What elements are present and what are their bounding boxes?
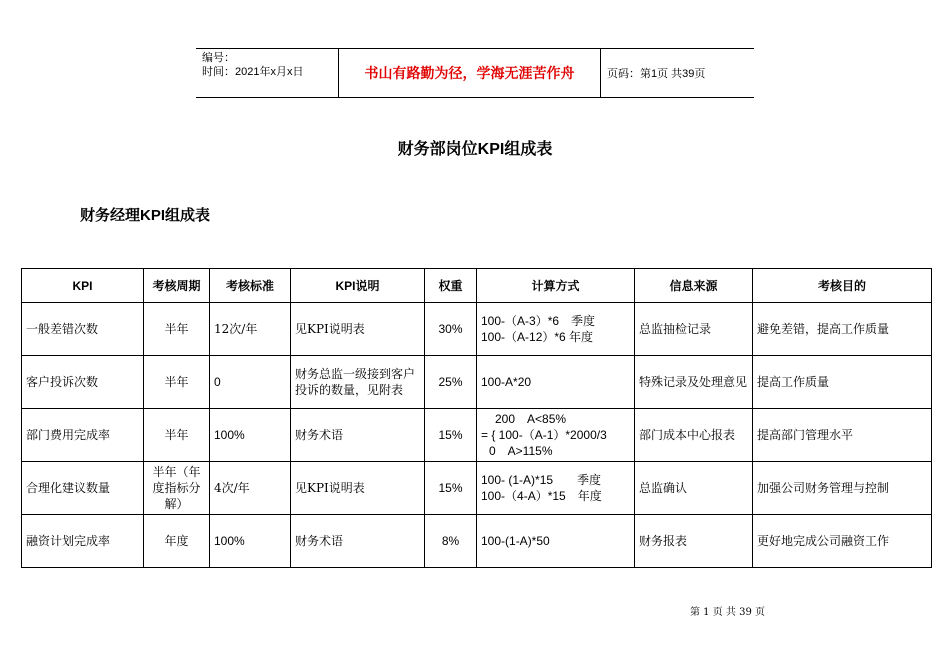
source-cell: 特殊记录及处理意见 — [635, 356, 753, 409]
standard-cell: 100% — [210, 515, 291, 568]
calc-line: = { 100-（A-1）*2000/3 — [481, 428, 607, 442]
kpi-cell: 一般差错次数 — [22, 303, 144, 356]
goal-cell: 加强公司财务管理与控制 — [753, 462, 932, 515]
table-header-row — [22, 269, 932, 303]
column-header: 信息来源 — [635, 269, 753, 303]
standard-cell: 0 — [210, 356, 291, 409]
column-header: KPI说明 — [291, 269, 425, 303]
goal-cell: 更好地完成公司融资工作 — [753, 515, 932, 568]
weight-cell: 15% — [425, 462, 477, 515]
document-header — [196, 48, 754, 98]
cycle-cell: 半年 — [144, 303, 210, 356]
calc-line: 0 A>115% — [489, 444, 553, 458]
calc-cell — [477, 462, 635, 515]
calc-line: 100-（A-3）*6 季度 — [481, 314, 596, 328]
source-cell: 财务报表 — [635, 515, 753, 568]
table-row — [22, 303, 932, 356]
source-cell: 部门成本中心报表 — [635, 409, 753, 462]
calc-line: 100-（A-12）*6 年度 — [481, 330, 594, 344]
table-row — [22, 515, 932, 568]
cycle-cell: 年度 — [144, 515, 210, 568]
cycle-cell: 半年（年度指标分解） — [144, 462, 210, 515]
standard-cell: 100% — [210, 409, 291, 462]
desc-cell: 见KPI说明表 — [291, 462, 425, 515]
standard-cell: 4次/年 — [210, 462, 291, 515]
header-meta — [196, 49, 339, 97]
column-header: 权重 — [425, 269, 477, 303]
page-title: 财务部岗位KPI组成表 — [397, 141, 553, 158]
page-footer: 第 1 页 共 39 页 — [690, 607, 765, 618]
calc-line: 100-(1-A)*50 — [481, 534, 550, 548]
kpi-cell: 合理化建议数量 — [22, 462, 144, 515]
weight-cell: 8% — [425, 515, 477, 568]
standard-cell: 12次/年 — [210, 303, 291, 356]
source-cell: 总监确认 — [635, 462, 753, 515]
motto: 书山有路勤为径，学海无涯苦作舟 — [339, 49, 601, 97]
cycle-cell: 半年 — [144, 356, 210, 409]
calc-cell — [477, 515, 635, 568]
page-label: 页码：第1页 共39页 — [607, 68, 706, 80]
weight-cell: 30% — [425, 303, 477, 356]
kpi-cell: 客户投诉次数 — [22, 356, 144, 409]
time-label: 时间：2021年x月x日 — [202, 66, 304, 78]
column-header: 考核周期 — [144, 269, 210, 303]
goal-cell: 提高工作质量 — [753, 356, 932, 409]
kpi-cell: 融资计划完成率 — [22, 515, 144, 568]
number-label: 编号： — [202, 52, 235, 64]
goal-cell: 提高部门管理水平 — [753, 409, 932, 462]
column-header: KPI — [22, 269, 144, 303]
kpi-cell: 部门费用完成率 — [22, 409, 144, 462]
calc-line: 100-（4-A）*15 年度 — [481, 489, 602, 503]
weight-cell: 25% — [425, 356, 477, 409]
calc-cell — [477, 303, 635, 356]
weight-cell: 15% — [425, 409, 477, 462]
desc-cell: 财务总监一级接到客户投诉的数量，见附表 — [291, 356, 425, 409]
desc-cell: 见KPI说明表 — [291, 303, 425, 356]
column-header: 考核标准 — [210, 269, 291, 303]
section-title: 财务经理KPI组成表 — [80, 207, 211, 224]
calc-line: 100- (1-A)*15 季度 — [481, 473, 602, 487]
calc-cell — [477, 356, 635, 409]
table-row — [22, 462, 932, 515]
calc-line: 200 A<85% — [495, 412, 567, 426]
column-header: 考核目的 — [753, 269, 932, 303]
table-row — [22, 356, 932, 409]
desc-cell: 财务术语 — [291, 409, 425, 462]
column-header: 计算方式 — [477, 269, 635, 303]
kpi-table — [21, 268, 932, 568]
desc-cell: 财务术语 — [291, 515, 425, 568]
cycle-cell: 半年 — [144, 409, 210, 462]
calc-line: 100-A*20 — [481, 375, 532, 389]
goal-cell: 避免差错，提高工作质量 — [753, 303, 932, 356]
source-cell: 总监抽检记录 — [635, 303, 753, 356]
table-row — [22, 409, 932, 462]
calc-cell — [477, 409, 635, 462]
